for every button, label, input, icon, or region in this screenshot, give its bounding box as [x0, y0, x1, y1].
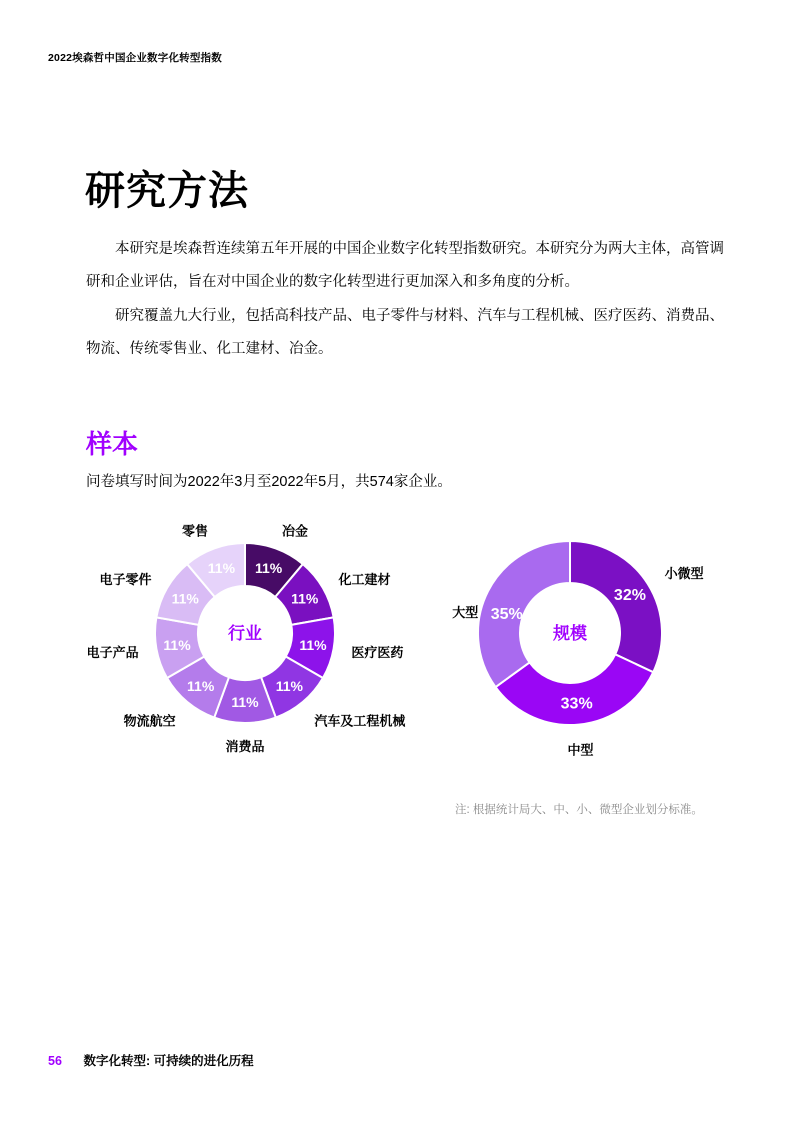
segment-category-label: 汽车及工程机械 [314, 713, 406, 729]
industry-donut-chart [40, 508, 460, 778]
section-title-sample: 样本 [86, 428, 139, 459]
segment-category-label: 医疗医药 [351, 644, 404, 660]
donut-center-label: 规模 [553, 624, 587, 643]
segment-percent-label: 11% [187, 677, 215, 694]
segment-category-label: 电子零件 [99, 572, 152, 587]
segment-category-label: 中型 [567, 742, 594, 758]
segment-category-label: 化工建材 [338, 572, 391, 587]
segment-percent-label: 11% [254, 560, 283, 577]
intro-paragraph: 本研究是埃森哲连续第五年开展的中国企业数字化转型指数研究。本研究分为两大主体，高管调研和企业评估，旨在对中国企业的数字化转型进行更加深入和多角度的分析。 [86, 240, 724, 290]
page-title: 研究方法 [85, 168, 249, 213]
scale-donut-chart [420, 508, 750, 778]
segment-category-label: 大型 [452, 605, 479, 621]
segment-percent-label: 11% [163, 636, 191, 653]
segment-category-label: 物流航空 [123, 713, 176, 729]
segment-category-label: 零售 [182, 523, 209, 539]
industries-paragraph: 研究覆盖九大行业，包括高科技产品、电子零件与材料、汽车与工程机械、医疗医药、消费品、物流、传统零售业、化工建材、冶金。 [86, 307, 724, 357]
segment-category-label: 电子产品 [86, 644, 139, 660]
segment-category-label: 消费品 [225, 739, 265, 754]
segment-percent-label: 11% [275, 677, 303, 694]
segment-percent-label: 32% [613, 586, 646, 604]
donut-center-label: 行业 [228, 624, 262, 643]
segment-percent-label: 11% [291, 590, 319, 607]
segment-percent-label: 11% [171, 590, 199, 607]
segment-category-label: 冶金 [281, 523, 308, 539]
segment-percent-label: 35% [490, 605, 523, 623]
segment-category-label: 小微型 [664, 565, 704, 581]
page-number: 56 [48, 1054, 62, 1068]
segment-percent-label: 11% [299, 636, 327, 653]
footnote: 注: 根据统计局大、中、小、微型企业划分标准。 [455, 803, 703, 816]
sample-description: 问卷填写时间为2022年3月至2022年5月，共574家企业。 [86, 473, 452, 490]
document-title: 数字化转型: 可持续的进化历程 [83, 1054, 254, 1068]
segment-percent-label: 33% [560, 695, 593, 713]
donut-segment-0 [570, 541, 662, 672]
segment-percent-label: 11% [231, 694, 259, 710]
segment-percent-label: 11% [207, 560, 236, 577]
page-footer [48, 1051, 254, 1069]
page-header-label: 2022埃森哲中国企业数字化转型指数 [48, 52, 222, 64]
